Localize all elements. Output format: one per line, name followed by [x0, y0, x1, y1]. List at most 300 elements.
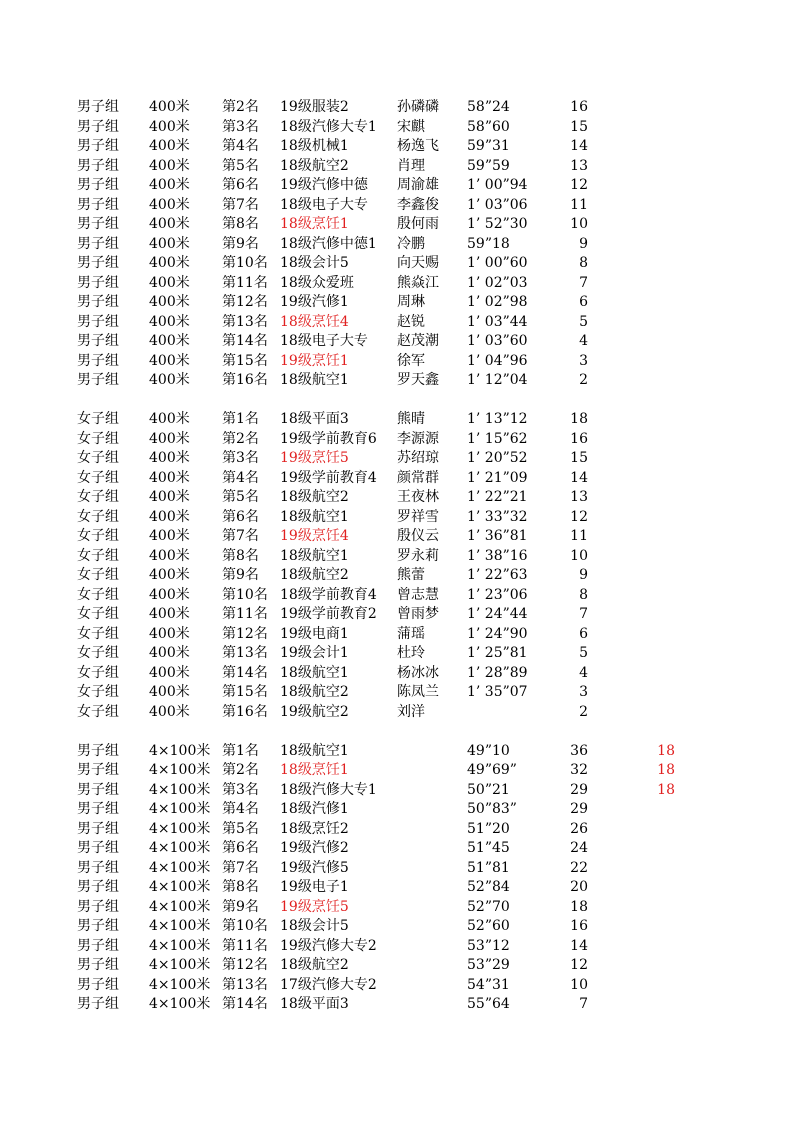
group-cell: 男子组 [77, 313, 119, 330]
name-cell: 曾志慧 [397, 586, 439, 603]
result-row [0, 683, 793, 703]
group-cell: 女子组 [77, 703, 119, 720]
points-cell: 3 [579, 684, 588, 700]
result-row [0, 527, 793, 547]
points-cell: 13 [570, 489, 588, 505]
group-cell: 女子组 [77, 469, 119, 486]
event-cell: 400米 [149, 352, 190, 369]
rank-cell: 第13名 [222, 976, 268, 993]
class-cell: 18级汽修大专1 [280, 118, 377, 135]
rank-cell: 第2名 [222, 762, 259, 778]
group-cell: 男子组 [77, 118, 119, 135]
result-row [0, 371, 793, 391]
result-row [0, 332, 793, 352]
group-cell: 男子组 [77, 274, 119, 291]
result-row [0, 137, 793, 157]
event-cell: 4×100米 [149, 879, 211, 895]
points-cell: 8 [579, 255, 588, 271]
section-spacer [0, 722, 793, 742]
event-cell: 4×100米 [149, 996, 211, 1012]
result-row [0, 761, 793, 781]
points-cell: 24 [570, 840, 588, 856]
event-cell: 4×100米 [149, 859, 211, 876]
group-cell: 男子组 [77, 879, 119, 895]
group-cell: 女子组 [77, 664, 119, 681]
rank-cell: 第4名 [222, 138, 259, 154]
result-row [0, 644, 793, 664]
result-row [0, 937, 793, 957]
group-cell: 女子组 [77, 606, 119, 622]
time-cell: 1’ 22”63 [467, 567, 528, 583]
time-cell: 59”31 [467, 138, 510, 154]
event-cell: 400米 [149, 469, 190, 486]
group-cell: 女子组 [77, 411, 119, 427]
time-cell: 52”84 [467, 879, 510, 895]
event-cell: 4×100米 [149, 898, 211, 915]
rank-cell: 第12名 [222, 625, 268, 642]
event-cell: 400米 [149, 528, 190, 544]
group-cell: 男子组 [77, 99, 119, 115]
class-cell: 18级电子大专 [280, 333, 368, 349]
points-cell: 29 [570, 781, 588, 798]
points-cell: 11 [570, 196, 588, 213]
result-row [0, 430, 793, 450]
result-row [0, 449, 793, 469]
points-cell: 9 [579, 235, 588, 252]
points-cell: 7 [579, 996, 588, 1012]
time-cell: 59”59 [467, 157, 510, 174]
time-cell: 1’ 22”21 [467, 489, 528, 505]
rank-cell: 第6名 [222, 840, 259, 856]
class-cell: 18级航空2 [280, 567, 349, 583]
group-cell: 女子组 [77, 450, 119, 466]
points-cell: 7 [579, 274, 588, 291]
result-row [0, 898, 793, 918]
event-cell: 400米 [149, 274, 190, 291]
name-cell: 刘洋 [397, 703, 425, 720]
group-cell: 男子组 [77, 742, 119, 759]
group-cell: 男子组 [77, 294, 119, 310]
points-cell: 5 [579, 645, 588, 661]
event-cell: 400米 [149, 430, 190, 447]
result-row [0, 215, 793, 235]
name-cell: 熊晴 [397, 411, 425, 427]
time-cell: 54”31 [467, 976, 510, 993]
group-cell: 男子组 [77, 235, 119, 252]
time-cell: 52”70 [467, 898, 510, 915]
points-cell: 5 [579, 313, 588, 330]
time-cell: 1’ 12”04 [467, 372, 528, 388]
class-cell: 18级汽修中德1 [280, 235, 377, 252]
result-row [0, 878, 793, 898]
class-cell: 18级航空1 [280, 664, 349, 681]
class-cell: 18级平面3 [280, 996, 349, 1012]
results-sheet [0, 98, 793, 1015]
result-row [0, 98, 793, 118]
class-cell: 19级电商1 [280, 625, 349, 642]
group-cell: 女子组 [77, 547, 119, 564]
name-cell: 杜玲 [397, 645, 425, 661]
result-row [0, 488, 793, 508]
event-cell: 400米 [149, 118, 190, 135]
time-cell: 1’ 33”32 [467, 508, 528, 525]
group-cell: 男子组 [77, 996, 119, 1012]
points-cell: 10 [570, 216, 588, 232]
class-cell: 18级航空2 [280, 957, 349, 973]
team-score-cell: 18 [657, 742, 675, 759]
name-cell: 颜常群 [397, 469, 439, 486]
result-row [0, 566, 793, 586]
group-cell: 男子组 [77, 976, 119, 993]
points-cell: 2 [579, 703, 588, 720]
event-cell: 400米 [149, 372, 190, 388]
group-cell: 男子组 [77, 177, 119, 193]
event-cell: 4×100米 [149, 762, 211, 778]
rank-cell: 第15名 [222, 684, 268, 700]
group-cell: 女子组 [77, 528, 119, 544]
class-cell: 18级航空2 [280, 489, 349, 505]
class-cell: 19级学前教育6 [280, 430, 377, 447]
points-cell: 6 [579, 625, 588, 642]
time-cell: 59”18 [467, 235, 510, 252]
event-cell: 400米 [149, 489, 190, 505]
name-cell: 赵锐 [397, 313, 425, 330]
name-cell: 罗祥雪 [397, 508, 439, 525]
rank-cell: 第15名 [222, 352, 268, 369]
time-cell: 49”10 [467, 742, 510, 759]
time-cell: 1’ 21”09 [467, 469, 528, 486]
class-cell: 18级航空2 [280, 684, 349, 700]
class-cell: 18级烹饪2 [280, 820, 349, 837]
rank-cell: 第14名 [222, 333, 268, 349]
group-cell: 男子组 [77, 957, 119, 973]
time-cell: 1’ 25”81 [467, 645, 528, 661]
points-cell: 18 [570, 411, 588, 427]
points-cell: 16 [570, 430, 588, 447]
name-cell: 罗天鑫 [397, 372, 439, 388]
class-cell: 18级烹饪1 [280, 216, 349, 232]
class-cell: 19级烹饪5 [280, 898, 349, 915]
time-cell: 53”29 [467, 957, 510, 973]
name-cell: 曾雨梦 [397, 606, 439, 622]
time-cell: 51”81 [467, 859, 510, 876]
name-cell: 向天赐 [397, 255, 439, 271]
class-cell: 18级平面3 [280, 411, 349, 427]
time-cell: 1’ 36”81 [467, 528, 528, 544]
class-cell: 19级汽修1 [280, 294, 349, 310]
name-cell: 肖理 [397, 157, 425, 174]
event-cell: 400米 [149, 177, 190, 193]
points-cell: 8 [579, 586, 588, 603]
rank-cell: 第2名 [222, 99, 259, 115]
result-row [0, 703, 793, 723]
group-cell: 男子组 [77, 918, 119, 934]
name-cell: 苏绍琼 [397, 450, 439, 466]
time-cell: 53”12 [467, 937, 510, 954]
rank-cell: 第11名 [222, 937, 268, 954]
points-cell: 12 [570, 177, 588, 193]
class-cell: 18级会计5 [280, 918, 349, 934]
name-cell: 殷仪云 [397, 528, 439, 544]
rank-cell: 第3名 [222, 450, 259, 466]
class-cell: 18级学前教育4 [280, 586, 377, 603]
points-cell: 16 [570, 99, 588, 115]
points-cell: 10 [570, 976, 588, 993]
class-cell: 18级航空1 [280, 742, 349, 759]
event-cell: 400米 [149, 450, 190, 466]
time-cell: 49”69” [467, 762, 517, 778]
group-cell: 男子组 [77, 840, 119, 856]
event-cell: 400米 [149, 586, 190, 603]
time-cell: 51”45 [467, 840, 510, 856]
group-cell: 男子组 [77, 859, 119, 876]
class-cell: 18级烹饪4 [280, 313, 349, 330]
points-cell: 36 [570, 742, 588, 759]
rank-cell: 第12名 [222, 957, 268, 973]
result-row [0, 508, 793, 528]
rank-cell: 第3名 [222, 781, 259, 798]
points-cell: 32 [570, 762, 588, 778]
event-cell: 400米 [149, 664, 190, 681]
class-cell: 18级机械1 [280, 138, 349, 154]
points-cell: 3 [579, 352, 588, 369]
rank-cell: 第5名 [222, 157, 259, 174]
event-cell: 400米 [149, 508, 190, 525]
points-cell: 10 [570, 547, 588, 564]
class-cell: 19级烹饪4 [280, 528, 349, 544]
event-cell: 4×100米 [149, 937, 211, 954]
event-cell: 400米 [149, 411, 190, 427]
class-cell: 19级汽修大专2 [280, 937, 377, 954]
rank-cell: 第5名 [222, 820, 259, 837]
group-cell: 男子组 [77, 762, 119, 778]
event-cell: 400米 [149, 333, 190, 349]
points-cell: 20 [570, 879, 588, 895]
time-cell: 58”24 [467, 99, 510, 115]
rank-cell: 第8名 [222, 879, 259, 895]
time-cell: 58”60 [467, 118, 510, 135]
group-cell: 男子组 [77, 801, 119, 817]
team-score-cell: 18 [657, 781, 675, 798]
points-cell: 9 [579, 567, 588, 583]
result-row [0, 605, 793, 625]
class-cell: 18级烹饪1 [280, 762, 349, 778]
result-row [0, 800, 793, 820]
result-row [0, 293, 793, 313]
result-row [0, 586, 793, 606]
rank-cell: 第11名 [222, 274, 268, 291]
class-cell: 18级会计5 [280, 255, 349, 271]
name-cell: 李鑫俊 [397, 196, 439, 213]
name-cell: 熊焱江 [397, 274, 439, 291]
points-cell: 12 [570, 508, 588, 525]
time-cell: 1’ 04”96 [467, 352, 528, 369]
group-cell: 男子组 [77, 352, 119, 369]
group-cell: 男子组 [77, 898, 119, 915]
result-row [0, 625, 793, 645]
points-cell: 14 [570, 469, 588, 486]
rank-cell: 第9名 [222, 898, 259, 915]
rank-cell: 第3名 [222, 118, 259, 135]
name-cell: 冷鹏 [397, 235, 425, 252]
name-cell: 宋麒 [397, 118, 425, 135]
rank-cell: 第2名 [222, 430, 259, 447]
name-cell: 杨逸飞 [397, 138, 439, 154]
points-cell: 2 [579, 372, 588, 388]
time-cell: 51”20 [467, 820, 510, 837]
group-cell: 女子组 [77, 567, 119, 583]
result-row [0, 118, 793, 138]
group-cell: 男子组 [77, 157, 119, 174]
points-cell: 22 [570, 859, 588, 876]
result-row [0, 742, 793, 762]
name-cell: 孙磷磷 [397, 99, 439, 115]
class-cell: 19级汽修2 [280, 840, 349, 856]
event-cell: 4×100米 [149, 742, 211, 759]
time-cell: 1’ 38”16 [467, 547, 528, 564]
result-row [0, 274, 793, 294]
event-cell: 4×100米 [149, 801, 211, 817]
points-cell: 6 [579, 294, 588, 310]
time-cell: 50”21 [467, 781, 510, 798]
result-row [0, 313, 793, 333]
event-cell: 400米 [149, 157, 190, 174]
name-cell: 周渝雄 [397, 177, 439, 193]
event-cell: 400米 [149, 138, 190, 154]
event-cell: 400米 [149, 255, 190, 271]
rank-cell: 第8名 [222, 216, 259, 232]
time-cell: 52”60 [467, 918, 510, 934]
class-cell: 19级汽修5 [280, 859, 349, 876]
group-cell: 女子组 [77, 489, 119, 505]
rank-cell: 第8名 [222, 547, 259, 564]
event-cell: 4×100米 [149, 840, 211, 856]
event-cell: 400米 [149, 313, 190, 330]
section-spacer [0, 391, 793, 411]
event-cell: 400米 [149, 294, 190, 310]
result-row [0, 410, 793, 430]
result-row [0, 254, 793, 274]
event-cell: 400米 [149, 703, 190, 720]
rank-cell: 第10名 [222, 918, 268, 934]
class-cell: 18级汽修大专1 [280, 781, 377, 798]
time-cell: 1’ 03”06 [467, 196, 528, 213]
rank-cell: 第14名 [222, 996, 268, 1012]
rank-cell: 第7名 [222, 196, 259, 213]
group-cell: 男子组 [77, 255, 119, 271]
rank-cell: 第10名 [222, 586, 268, 603]
points-cell: 7 [579, 606, 588, 622]
points-cell: 18 [570, 898, 588, 915]
result-row [0, 976, 793, 996]
rank-cell: 第5名 [222, 489, 259, 505]
name-cell: 赵茂潮 [397, 333, 439, 349]
time-cell: 50”83” [467, 801, 517, 817]
group-cell: 男子组 [77, 781, 119, 798]
time-cell: 1’ 24”44 [467, 606, 528, 622]
time-cell: 1’ 24”90 [467, 625, 528, 642]
points-cell: 15 [570, 450, 588, 466]
result-row [0, 235, 793, 255]
points-cell: 14 [570, 937, 588, 954]
time-cell: 1’ 00”94 [467, 177, 528, 193]
rank-cell: 第1名 [222, 742, 259, 759]
class-cell: 18级电子大专 [280, 196, 368, 213]
name-cell: 王夜林 [397, 489, 439, 505]
rank-cell: 第9名 [222, 235, 259, 252]
result-row [0, 781, 793, 801]
points-cell: 14 [570, 138, 588, 154]
points-cell: 4 [579, 333, 588, 349]
points-cell: 12 [570, 957, 588, 973]
event-cell: 4×100米 [149, 976, 211, 993]
result-row [0, 859, 793, 879]
name-cell: 殷何雨 [397, 216, 439, 232]
class-cell: 18级众爱班 [280, 274, 354, 291]
points-cell: 29 [570, 801, 588, 817]
time-cell: 1’ 13”12 [467, 411, 528, 427]
result-row [0, 352, 793, 372]
event-cell: 400米 [149, 684, 190, 700]
event-cell: 4×100米 [149, 957, 211, 973]
class-cell: 19级学前教育4 [280, 469, 377, 486]
time-cell: 1’ 03”44 [467, 313, 528, 330]
class-cell: 18级航空2 [280, 157, 349, 174]
rank-cell: 第11名 [222, 606, 268, 622]
points-cell: 13 [570, 157, 588, 174]
rank-cell: 第4名 [222, 469, 259, 486]
points-cell: 26 [570, 820, 588, 837]
event-cell: 400米 [149, 99, 190, 115]
group-cell: 男子组 [77, 372, 119, 388]
group-cell: 男子组 [77, 138, 119, 154]
result-row [0, 469, 793, 489]
rank-cell: 第9名 [222, 567, 259, 583]
rank-cell: 第7名 [222, 528, 259, 544]
class-cell: 19级航空2 [280, 703, 349, 720]
result-row [0, 157, 793, 177]
points-cell: 15 [570, 118, 588, 135]
points-cell: 4 [579, 664, 588, 681]
rank-cell: 第12名 [222, 294, 268, 310]
result-row [0, 839, 793, 859]
time-cell: 1’ 15”62 [467, 430, 528, 447]
time-cell: 1’ 02”03 [467, 274, 528, 291]
name-cell: 徐军 [397, 352, 425, 369]
group-cell: 男子组 [77, 937, 119, 954]
result-row [0, 547, 793, 567]
event-cell: 400米 [149, 547, 190, 564]
time-cell: 1’ 02”98 [467, 294, 528, 310]
time-cell: 1’ 03”60 [467, 333, 528, 349]
event-cell: 4×100米 [149, 781, 211, 798]
rank-cell: 第6名 [222, 177, 259, 193]
rank-cell: 第13名 [222, 313, 268, 330]
class-cell: 19级汽修中德 [280, 177, 368, 193]
name-cell: 杨冰冰 [397, 664, 439, 681]
points-cell: 16 [570, 918, 588, 934]
class-cell: 19级学前教育2 [280, 606, 377, 622]
event-cell: 400米 [149, 567, 190, 583]
class-cell: 19级烹饪5 [280, 450, 349, 466]
class-cell: 17级汽修大专2 [280, 976, 377, 993]
class-cell: 18级航空1 [280, 372, 349, 388]
name-cell: 李源源 [397, 430, 439, 447]
class-cell: 18级汽修1 [280, 801, 349, 817]
name-cell: 陈凤兰 [397, 684, 439, 700]
class-cell: 19级服装2 [280, 99, 349, 115]
name-cell: 周琳 [397, 294, 425, 310]
